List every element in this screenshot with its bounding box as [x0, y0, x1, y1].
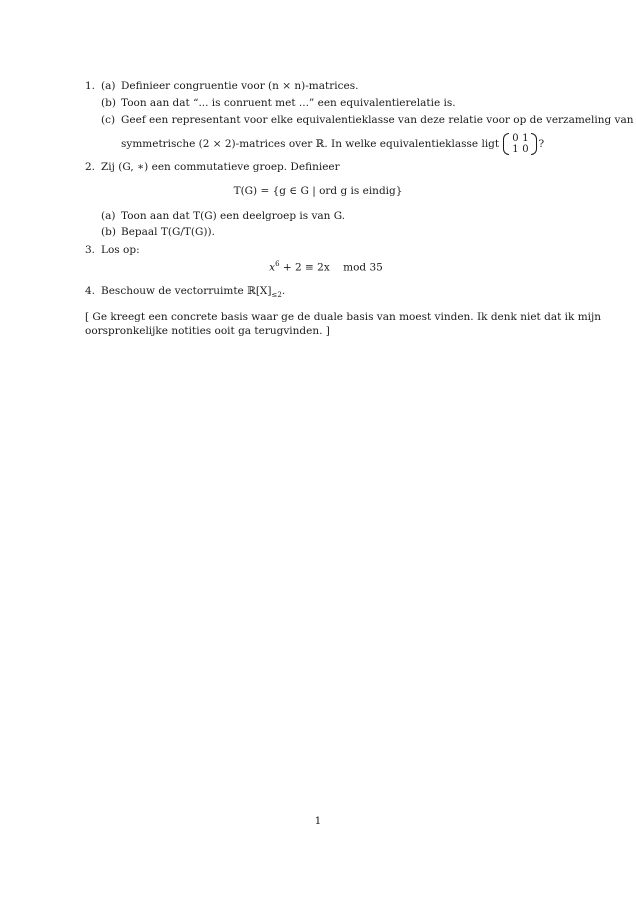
sub-label: (a) — [101, 80, 116, 92]
question-2b-text: Bepaal T(G/T(G)). — [121, 226, 215, 238]
question-1c-line2-text: symmetrische (2 × 2)-matrices over ℝ. In welke equivalentieklasse ligt — [121, 138, 500, 150]
question-1b — [101, 97, 116, 110]
question-number: 2. — [85, 161, 96, 173]
matrix — [503, 133, 537, 155]
question-1c-text-line1: Geef een representant voor elke equivalentieklasse van deze relatie voor op de verzameling van — [121, 114, 634, 126]
question-2-formula: T(G) = {g ∈ G | ord g is eindig} — [233, 185, 403, 197]
question-1a — [101, 80, 115, 93]
sub-label: (c) — [101, 114, 116, 126]
matrix-cell: 1 — [522, 133, 529, 144]
page-number: 1 — [314, 815, 322, 827]
question-1 — [85, 80, 95, 93]
question-1c-text-line2 — [121, 131, 544, 157]
formula-exponent: 6 — [275, 260, 280, 268]
question-3 — [85, 244, 95, 257]
matrix-cell: 0 — [512, 133, 519, 144]
question-1a-text: Definieer congruentie voor (n × n)-matrices. — [121, 80, 359, 92]
question-2-intro: Zij (G, ∗) een commutatieve groep. Definieer — [101, 161, 340, 173]
question-number: 1. — [85, 80, 96, 92]
question-1b-text: Toon aan dat “... is conruent met ...” een equivalentierelatie is. — [121, 97, 456, 109]
question-4-end: . — [281, 285, 286, 297]
note-line-2: oorspronkelijke notities ooit ga terugvinden. ] — [85, 325, 330, 337]
question-2a-text: Toon aan dat T(G) een deelgroep is van G. — [121, 210, 346, 222]
matrix-cell: 0 — [522, 144, 529, 155]
question-3-intro: Los op: — [101, 244, 140, 256]
question-4-main: Beschouw de vectorruimte ℝ[X] — [101, 285, 272, 297]
question-4-subscript: ≤2 — [271, 291, 282, 300]
sub-label: (b) — [101, 97, 116, 109]
note-line-1: [ Ge kreegt een concrete basis waar ge de duale basis van moest vinden. Ik denk niet dat ik mijn — [85, 311, 602, 323]
question-4 — [85, 285, 95, 298]
sub-label: (b) — [101, 226, 116, 238]
question-2a — [101, 210, 115, 223]
question-2b — [101, 226, 116, 239]
question-2 — [85, 161, 95, 174]
matrix-cell: 1 — [512, 144, 519, 155]
question-mark: ? — [538, 138, 545, 150]
formula-rest: + 2 ≡ 2x mod 35 — [279, 261, 383, 274]
sub-label: (a) — [101, 210, 116, 222]
formula-variable: x — [269, 261, 276, 274]
question-number: 4. — [85, 285, 96, 297]
question-3-formula — [8, 260, 636, 274]
question-number: 3. — [85, 244, 96, 256]
question-4-text — [101, 285, 285, 302]
question-1c — [101, 114, 115, 127]
